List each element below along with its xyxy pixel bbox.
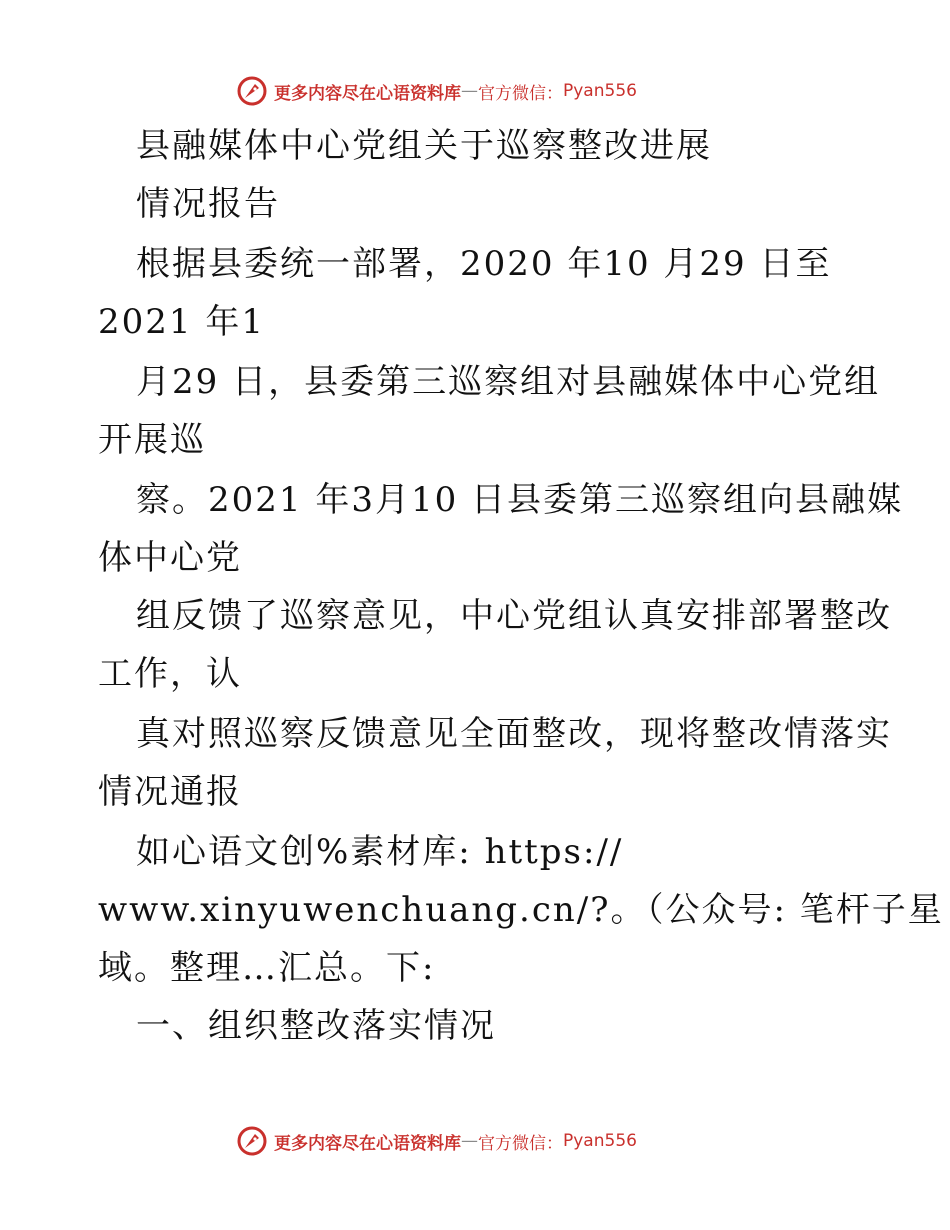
paragraph-line: 月29 日，县委第三巡察组对县融媒体中心党组 bbox=[136, 362, 881, 402]
watermark-highlight: 更多内容尽在心语资料库 bbox=[274, 1133, 461, 1154]
paragraph-line: 开展巡 bbox=[98, 420, 206, 460]
footer-watermark bbox=[236, 1124, 637, 1158]
paragraph-line: 工作，认 bbox=[98, 654, 242, 694]
header-watermark bbox=[236, 74, 637, 108]
paragraph-line: www.xinyuwenchuang.cn/?。（公众号: 笔杆子星 bbox=[98, 890, 944, 930]
watermark-highlight: 更多内容尽在心语资料库 bbox=[274, 83, 461, 104]
watermark-brand: Pyan556 bbox=[563, 81, 637, 101]
paragraph-line: 察。2021 年3月10 日县委第三巡察组向县融媒 bbox=[136, 480, 904, 520]
paragraph-line: 真对照巡察反馈意见全面整改，现将整改情落实 bbox=[136, 714, 892, 754]
watermark-separator: — bbox=[461, 81, 478, 101]
document-title-line-2: 情况报告 bbox=[136, 184, 280, 224]
pen-nib-circle-icon bbox=[236, 75, 268, 107]
pen-nib-circle-icon bbox=[236, 1125, 268, 1157]
section-heading: 一、组织整改落实情况 bbox=[136, 1006, 496, 1046]
watermark-separator: — bbox=[461, 1131, 478, 1151]
document-title-line-1: 县融媒体中心党组关于巡察整改进展 bbox=[136, 126, 712, 166]
watermark-label: 官方微信： bbox=[478, 83, 563, 104]
paragraph-line: 2021 年1 bbox=[98, 302, 265, 342]
watermark-brand: Pyan556 bbox=[563, 1131, 637, 1151]
paragraph-line: 如心语文创%素材库: https:// bbox=[136, 832, 624, 872]
paragraph-line: 情况通报 bbox=[98, 772, 242, 812]
paragraph-line: 域。整理…汇总。下: bbox=[98, 948, 436, 988]
paragraph-line: 组反馈了巡察意见，中心党组认真安排部署整改 bbox=[136, 596, 892, 636]
watermark-label: 官方微信： bbox=[478, 1133, 563, 1154]
paragraph-line: 体中心党 bbox=[98, 538, 242, 578]
paragraph-line: 根据县委统一部署，2020 年10 月29 日至 bbox=[136, 244, 832, 284]
